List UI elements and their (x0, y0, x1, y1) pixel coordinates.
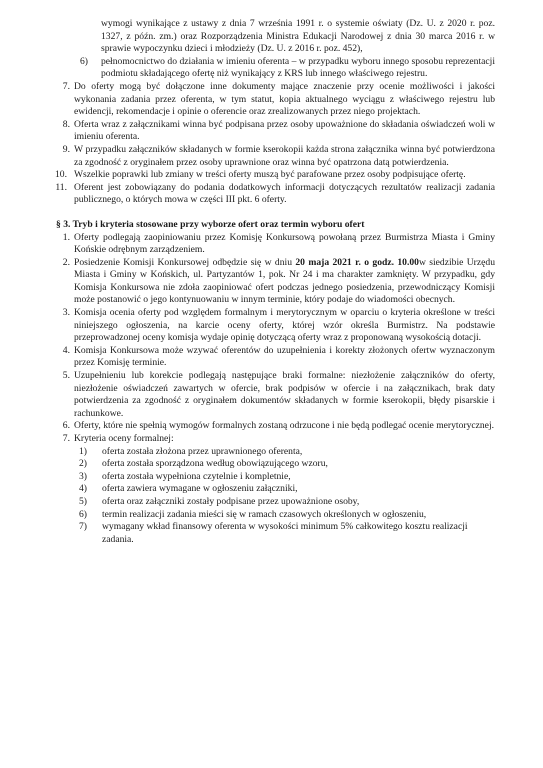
criterion-text: oferta została złożona przez uprawnionego oferenta, (102, 445, 303, 457)
list-item-text: Wszelkie poprawki lub zmiany w treści oferty muszą być parafowane przez osoby podpisujące ofertę. (74, 169, 466, 181)
list-item-3 (56, 307, 495, 345)
criterion-item (56, 483, 495, 496)
list-item-text: Komisja ocenia oferty pod względem formalnym i merytorycznym w oparciu o kryteria określone w treści niniejszego ogłoszenia, na karcie oceny oferty, której wzór określa Burmistrz. Na podstawie przeprowadzonej oceny komisja wydaje opinię dotyczącą oferty wraz z proponowaną wysokością dotacji. (74, 307, 495, 344)
list-item-number: 6. (62, 420, 70, 432)
list-item-4 (56, 345, 495, 370)
criterion-item (56, 446, 495, 459)
sub-item-number: 6) (80, 55, 88, 67)
criterion-text: oferta została sporządzona według obowiązującego wzoru, (102, 458, 328, 470)
criterion-text: oferta oraz załączniki zostały podpisane przez upoważnione osoby, (102, 495, 360, 507)
criterion-text: termin realizacji zadania mieści się w ramach czasowych określonych w ogłoszeniu, (102, 508, 427, 520)
meeting-text-before: Posiedzenie Komisji Konkursowej odbędzie się w dniu (74, 256, 296, 268)
list-item-6 (56, 420, 495, 433)
list-item-number: 7. (62, 80, 70, 92)
criterion-text: oferta zawiera wymagane w ogłoszeniu załączniki, (102, 483, 298, 495)
sub-item-text: pełnomocnictwo do działania w imieniu oferenta – w przypadku wyboru innego sposobu reprezentacji podmiotu składającego ofertę niż wynikający z KRS lub innego właściwego rejestru. (101, 55, 495, 80)
continued-paragraph: wymogi wynikające z ustawy z dnia 7 września 1991 r. o systemie oświaty (Dz. U. z 2020 r. poz. 1327, z późn. zm.) oraz Rozporządzenia Ministra Edukacji Narodowej z dnia 30 marca 2016 r. w sprawie wypoczynku dzieci i młodzieży (Dz. U. z 2016 r. poz. 452), (101, 18, 495, 55)
meeting-text-after: w siedzibie Urzędu Miasta i Gminy w Końskich, ul. Partyzantów 1, pok. Nr 24 i ma charakter zamknięty. W przypadku, gdy Komisja Konkursowa nie zdoła zaopiniować ofert podczas jednego posiedzenia, przewodniczący Komisji może postanowić o jego kontynuowaniu w innym terminie, który podaje do wiadomości obecnych. (74, 256, 495, 306)
criterion-number: 6) (79, 508, 87, 520)
meeting-date-time: 20 maja 2021 r. o godz. 10.00 (295, 256, 419, 268)
list-item-7-criteria (56, 433, 495, 446)
criterion-number: 5) (79, 495, 87, 507)
section-3-heading: § 3. Tryb i kryteria stosowane przy wyborze ofert oraz termin wyboru ofert (56, 218, 365, 230)
list-item-9 (56, 144, 495, 169)
list-item-text: Komisja Konkursowa może wzywać oferentów do uzupełnienia i korekty złożonych ofertw wyznaczonym przez Komisję terminie. (74, 344, 495, 369)
criterion-number: 1) (79, 445, 87, 457)
criterion-item (56, 509, 495, 522)
list-item-number: 8. (62, 118, 70, 130)
list-item-11 (56, 182, 495, 207)
list-item-8 (56, 119, 495, 144)
criterion-text: oferta została wypełniona czytelnie i kompletnie, (102, 470, 291, 482)
list-item-number: 5. (62, 370, 70, 382)
formal-criteria-list (56, 446, 495, 547)
criterion-item (56, 496, 495, 509)
list-item-7 (56, 81, 495, 119)
list-item-2 (56, 257, 495, 307)
criterion-number: 3) (79, 470, 87, 482)
criterion-number: 2) (79, 458, 87, 470)
list-item-1 (56, 232, 495, 257)
criterion-number: 7) (79, 521, 87, 533)
list-item-text (74, 257, 495, 306)
list-item-5 (56, 370, 495, 420)
list-item-text: Do oferty mogą być dołączone inne dokumenty mające znaczenie przy ocenie możliwości i jakości wykonania zadania przez oferenta, w tym statut, kopia aktualnego wyciągu z właściwego rejestru lub ewidencji, rekomendacje i opinie o oferencie oraz zrealizowanych przez niego projektach. (74, 80, 495, 118)
list-item-10 (56, 169, 495, 182)
criterion-item (56, 521, 495, 546)
numbered-list-section-2 (56, 81, 495, 207)
list-item-number: 2. (62, 256, 70, 268)
sub-item-6 (56, 56, 495, 81)
list-item-number: 4. (62, 344, 70, 356)
criterion-text: wymagany wkład finansowy oferenta w wysokości minimum 5% całkowitego kosztu realizacji zadania. (102, 521, 468, 545)
list-item-text: Oferent jest zobowiązany do podania dodatkowych informacji dotyczących rezultatów realizacji zadania publicznego, o których mowa w części III pkt. 6 oferty. (74, 181, 495, 206)
list-item-number: 11. (55, 181, 67, 193)
criterion-number: 4) (79, 483, 87, 495)
list-item-number: 7. (62, 433, 70, 444)
list-item-text: Oferta wraz z załącznikami winna być podpisana przez osoby upoważnione do składania oświadczeń woli w imieniu oferenta. (74, 118, 495, 143)
criterion-item (56, 471, 495, 484)
list-item-text: Oferty, które nie spełnią wymogów formalnych zostaną odrzucone i nie będą podlegać ocenie merytorycznej. (74, 420, 495, 432)
criterion-item (56, 458, 495, 471)
list-item-number: 1. (62, 231, 70, 243)
list-item-text: W przypadku załączników składanych w formie kserokopii każda strona załącznika winna być potwierdzona za zgodność z oryginałem przez osoby uprawnione oraz winna być opatrzona datą potwierdzenia. (74, 143, 495, 168)
list-item-number: 3. (62, 307, 70, 319)
numbered-list-section-3 (56, 232, 495, 446)
list-item-text: Oferty podlegają zaopiniowaniu przez Komisję Konkursową powołaną przez Burmistrza Miasta i Gminy Końskie odrębnym zarządzeniem. (74, 231, 495, 256)
list-item-number: 9. (62, 143, 70, 155)
list-item-text: Kryteria oceny formalnej: (74, 433, 174, 444)
list-item-number: 10. (55, 169, 67, 181)
list-item-text: Uzupełnieniu lub korekcie podlegają następujące braki formalne: niezłożenie załączników do oferty, niezłożenie oświadczeń zawartych w ofercie, brak podpisów w ofercie i na załącznikach, brak daty potwierdzenia za zgodność z oryginałem dokumentów składanych w formie kserokopii, błędy pisarskie i rachunkowe. (74, 370, 495, 419)
